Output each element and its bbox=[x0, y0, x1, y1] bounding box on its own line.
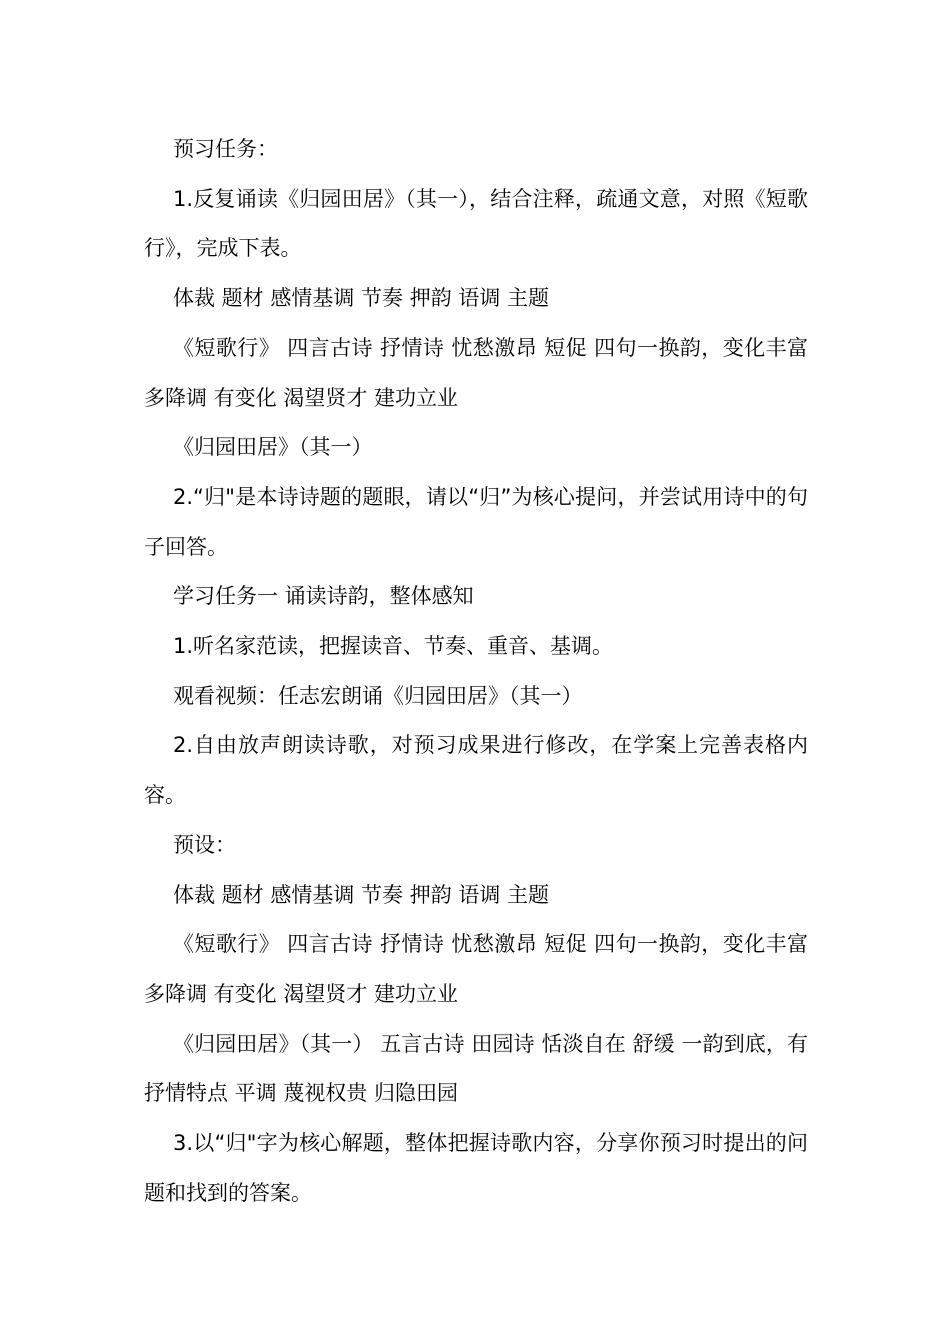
paragraph-step-3: 3.以“归"字为核心解题，整体把握诗歌内容，分享你预习时提出的问题和找到的答案。 bbox=[144, 1131, 808, 1205]
paragraph-task-2: 2.“归"是本诗诗题的题眼，请以“归”为核心提问，并尝试用诗中的句子回答。 bbox=[144, 484, 808, 559]
heading-preview-task: 预习任务： bbox=[173, 137, 278, 161]
document-page bbox=[144, 125, 808, 1218]
table-row-duangexing: 《短歌行》 四言古诗 抒情诗 忧愁激昂 短促 四句一换韵，变化丰富 多降调 有变化 渴望贤才 建功立业 bbox=[144, 335, 808, 410]
paragraph-task-1: 1.反复诵读《归园田居》（其一），结合注释，疏通文意，对照《短歌行》，完成下表。 bbox=[144, 186, 808, 261]
heading-learning-task-1: 学习任务一 诵读诗韵，整体感知 bbox=[173, 584, 474, 609]
table-row-guiyuantianju: 《归园田居》（其一） bbox=[173, 435, 373, 460]
heading-preset: 预设： bbox=[173, 832, 236, 857]
preset-table-row-duangexing: 《短歌行》 四言古诗 抒情诗 忧愁激昂 短促 四句一换韵，变化丰富 多降调 有变化 渴望贤才 建功立业 bbox=[144, 932, 808, 1006]
table-header-row: 体裁 题材 感情基调 节奏 押韵 语调 主题 bbox=[173, 286, 550, 311]
paragraph-step-2: 2.自由放声朗读诗歌，对预习成果进行修改，在学案上完善表格内容。 bbox=[144, 733, 808, 808]
preset-table-header-row: 体裁 题材 感情基调 节奏 押韵 语调 主题 bbox=[173, 882, 550, 907]
preset-table-row-guiyuantianju: 《归园田居》（其一） 五言古诗 田园诗 恬淡自在 舒缓 一韵到底，有抒情特点 平调 蔑视权贵 归隐田园 bbox=[144, 1031, 808, 1106]
paragraph-video: 观看视频：任志宏朗诵《归园田居》（其一） bbox=[173, 683, 583, 708]
paragraph-step-1: 1.听名家范读，把握读音、节奏、重音、基调。 bbox=[173, 634, 614, 659]
